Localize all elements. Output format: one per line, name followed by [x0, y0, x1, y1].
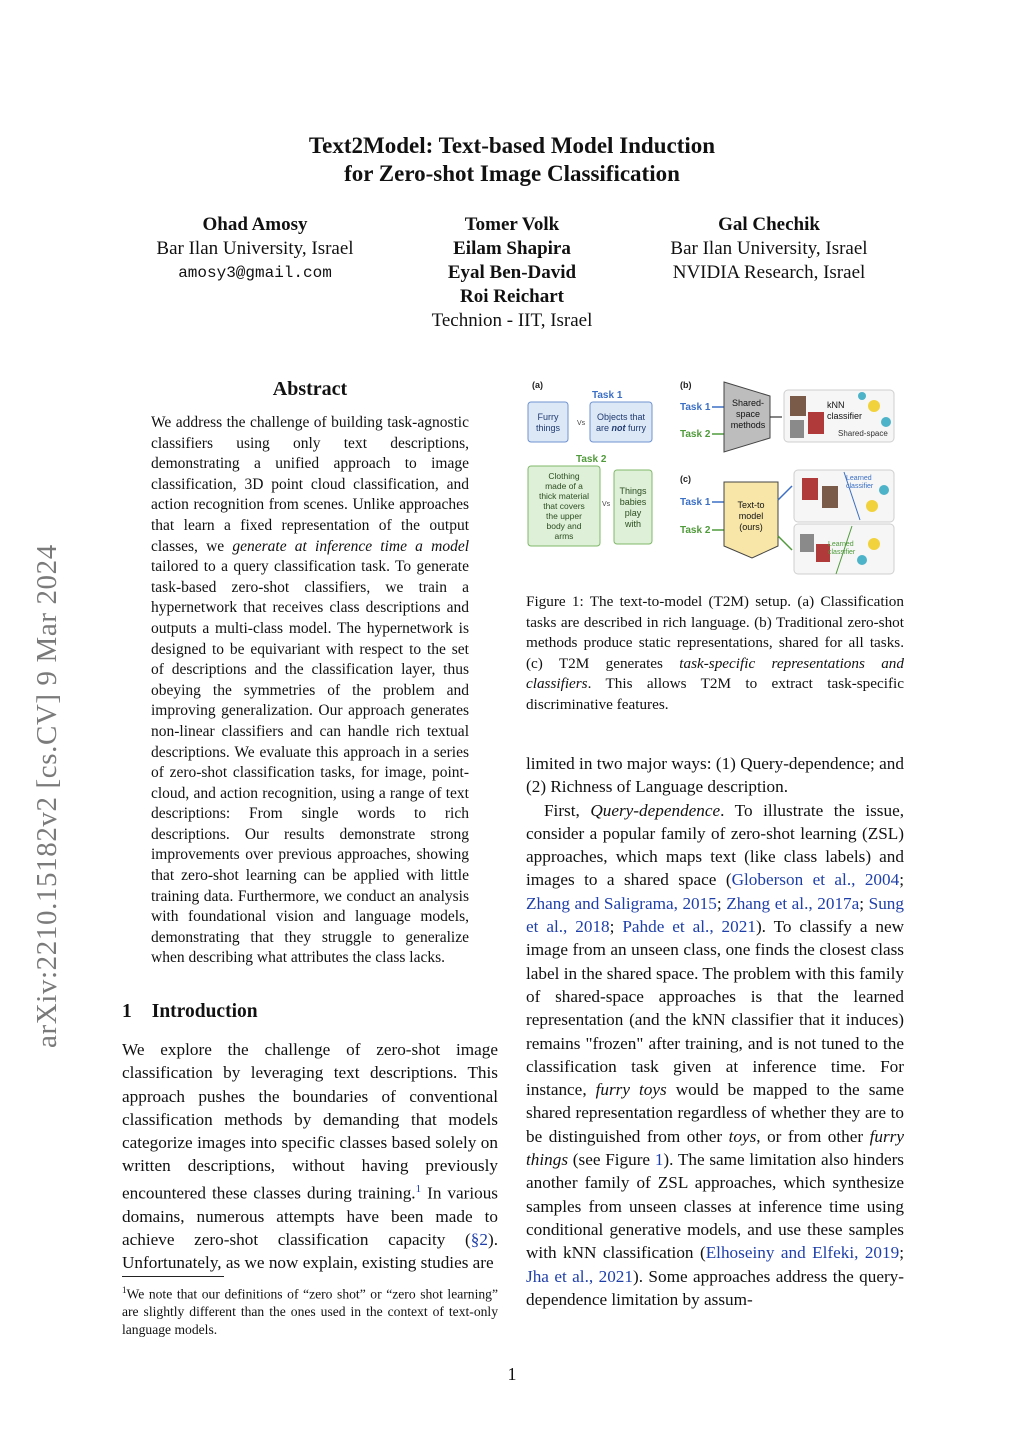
citation-link[interactable]: Pahde et al., 2021 [622, 917, 756, 937]
panel-a-task1-label: Task 1 [592, 390, 623, 401]
section-ref-link[interactable]: §2 [470, 1230, 488, 1250]
panel-c-learned-label: Learned [846, 475, 872, 482]
citation-link[interactable]: Globerson et al., 2004 [731, 870, 900, 890]
footnote [122, 1282, 498, 1338]
author-name: Ohad Amosy [202, 214, 308, 235]
citation-link[interactable]: Sung et al., 2018 [526, 893, 904, 937]
panel-b-shared-space-label: Shared-space [838, 429, 888, 438]
panel-b-model-line: methods [730, 420, 766, 430]
author-block-left [130, 213, 380, 285]
panel-c-toy-image [866, 500, 878, 512]
author-affiliation: Bar Ilan University, Israel [670, 238, 868, 259]
section-title: Introduction [151, 1001, 258, 1022]
panel-c-jacket-image [800, 534, 814, 552]
panel-c-model-line: Text-to [737, 500, 765, 510]
panel-a-box-clothing-line: arms [554, 531, 574, 541]
abstract-emphasis: generate at inference time a model [232, 537, 469, 555]
panel-a-box-clothing-line: made of a [545, 481, 583, 491]
paper-title [0, 132, 1024, 188]
panel-c-model-line: model [738, 511, 764, 521]
panel-a-box-furry [528, 402, 568, 442]
right-column-paragraph: First, Query-dependence. To illustrate the issue, consider a popular family of zero-shot learning (ZSL) approaches, which maps text (like class labels) and images to a shared space (Globerson et al., 2004; Zhang and Saligrama, 2015; Zhang et al., 2017a; Sung et al., 2018; Pahde et al., 2021). To classify a new image from an unseen class, one finds the closest class label in the shared space. The problem with this family of shared-space approaches is that the learned representation (and the kNN classifier that it induces) remains "frozen" after training, and is not tuned to the classification task given at inference time. For instance, furry toys would be mapped to the same shared representation regardless of whether they are to be distinguished from other toys, or from other furry things (see Figure 1). The same limitation also hinders another family of ZSL approaches, which synthesize samples from unseen classes at inference time using conditional generative models, and use these samples with kNN classification (Elhoseiny and Elfeki, 2019; Jha et al., 2021). Some approaches address the query-dependence limitation by assum- [526, 800, 905, 1309]
page-number: 1 [507, 1364, 517, 1384]
author-name: Eyal Ben-David [447, 262, 577, 283]
citation-link[interactable]: Zhang et al., 2017a [726, 893, 860, 913]
author-block-middle [387, 213, 637, 333]
section-heading-introduction [122, 1001, 258, 1023]
intro-text: ). Unfortunately, as we now explain, existing studies are [122, 1230, 498, 1273]
panel-c-output-arrow-1 [778, 486, 792, 500]
panel-b-task1-label: Task 1 [680, 402, 711, 413]
caption-text: . This allows T2M to extract task-specific discriminative features. [526, 675, 904, 713]
panel-a-box-clothing-line: that covers [543, 501, 585, 511]
panel-b-jacket-image [808, 412, 824, 434]
footnote-number: 1 [122, 1285, 127, 1295]
panel-a-box-not-furry [590, 402, 652, 442]
panel-b-toy-image [881, 417, 891, 427]
intro-text: In various domains, numerous attempts have been made to achieve zero-shot classification capacity ( [122, 1183, 498, 1250]
panel-b-toy-image [868, 400, 880, 412]
panel-c-output-arrow-2 [778, 536, 792, 550]
section-number: 1 [122, 1001, 132, 1022]
title-line-2: for Zero-shot Image Classification [344, 161, 680, 186]
panel-a-box-furry-line: things [535, 423, 561, 433]
panel-a-box-clothing-line: the upper [546, 511, 582, 521]
footnote-rule [122, 1276, 224, 1277]
panel-c-task2-label: Task 2 [680, 525, 711, 536]
intro-text: We explore the challenge of zero-shot image classification by leveraging text descriptions. This approach pushes the boundaries of conventional classification methods by demanding that models categorize images into specific classes based solely on written descriptions, without having previously encountered these classes during training. [122, 1040, 498, 1203]
panel-a-label: (a) [532, 380, 543, 390]
author-name: Tomer Volk [464, 214, 560, 235]
panel-a-box-toys [614, 470, 652, 544]
panel-a-box-toys-line: play [624, 508, 642, 518]
panel-c-toy-image [868, 538, 880, 550]
panel-b-toy-image [858, 392, 866, 400]
panel-c-learned-label: classifier [846, 483, 874, 490]
author-affiliation: NVIDIA Research, Israel [672, 262, 866, 283]
figure-1-caption [526, 592, 904, 716]
panel-a-box-toys-line: with [624, 519, 642, 529]
panel-a-vs-1: Vs [577, 420, 586, 427]
panel-c-toy-image [857, 555, 867, 565]
panel-a-task2-label: Task 2 [576, 454, 607, 465]
panel-c-jacket-image [822, 486, 838, 508]
panel-a-box-toys-line: babies [619, 497, 647, 507]
panel-c-jacket-image [802, 478, 818, 500]
panel-b-jacket-image [790, 396, 806, 416]
panel-a-box-furry-line: Furry [537, 412, 559, 422]
title-line-1: Text2Model: Text-based Model Induction [308, 133, 716, 158]
author-block-right [644, 213, 894, 285]
panel-c-label: (c) [680, 474, 691, 484]
panel-a-vs-2: Vs [602, 501, 611, 508]
panel-a-box-toys-line: Things [619, 486, 647, 496]
citation-link[interactable]: Zhang and Saligrama, 2015 [526, 893, 717, 913]
author-email[interactable]: amosy3@gmail.com [178, 264, 332, 282]
caption-text: Figure 1: The text-to-model (T2M) setup. (a) Classification tasks are described in rich language. (b) Traditional zero-shot methods produce static representations, shared for all tasks. (c) T2M generates [526, 593, 904, 672]
author-name: Eilam Shapira [453, 238, 571, 259]
panel-b-knn-line: classifier [827, 411, 863, 421]
panel-a-box-not-furry-line: Objects that [596, 412, 646, 422]
abstract-body [151, 413, 469, 969]
caption-emphasis: task-specific representations and classifiers [526, 654, 904, 693]
author-name: Roi Reichart [460, 286, 564, 307]
panel-c-task1-label: Task 1 [680, 497, 711, 508]
panel-c-toy-image [879, 485, 889, 495]
author-affiliation: Technion - IIT, Israel [431, 310, 593, 331]
panel-a-box-clothing-line: body and [546, 521, 582, 531]
panel-b-model-line: space [735, 409, 761, 419]
intro-paragraph [122, 1038, 498, 1275]
author-affiliation: Bar Ilan University, Israel [156, 238, 354, 259]
footnote-mark[interactable]: 1 [415, 1182, 422, 1195]
panel-a-box-clothing-line: Clothing [548, 471, 580, 481]
figure-ref-link[interactable]: 1 [654, 1150, 664, 1170]
right-column-paragraph: limited in two major ways: (1) Query-dependence; and (2) Richness of Language description. [526, 754, 904, 797]
citation-link[interactable]: Elhoseiny and Elfeki, 2019 [705, 1243, 900, 1263]
panel-a-box-clothing-line: thick material [538, 491, 590, 501]
panel-b-task2-label: Task 2 [680, 429, 711, 440]
panel-c-learned-label: classifier [828, 549, 856, 556]
abstract-heading: Abstract [272, 378, 348, 400]
panel-c-model-line: (ours) [739, 522, 763, 532]
author-name: Gal Chechik [718, 214, 820, 235]
abstract-text: tailored to a query classification task. To generate task-based zero-shot classifiers, we train a hypernetwork that receives class descriptions and outputs a multi-class model. The hypernetwork is designed to be equivariant with respect to the set of descriptions and the classification layer, thus obeying the symmetries of the problem and improving generalization. Our approach generates non-linear classifiers and can handle rich textual descriptions. We evaluate this approach in a series of zero-shot classification tasks, for image, point-cloud, and action recognition, using a range of text descriptions: From single words to rich descriptions. Our results demonstrate strong improvements over previous approaches, showing that zero-shot learning can be applied with little training data. Furthermore, we conduct an analysis with foundational vision and language models, demonstrating that they struggle to generalize when describing what attributes the class lacks. [151, 558, 469, 967]
panel-c-learned-label: Learned [828, 541, 854, 548]
right-column-body [526, 752, 904, 1311]
figure-1 [524, 378, 904, 578]
citation-link[interactable]: Jha et al., 2021 [526, 1266, 633, 1286]
abstract-text: We address the challenge of building task-agnostic classifiers using only text descriptions, demonstrating a unified approach to image classification, 3D point cloud classification, and action recognition from scenes. Unlike approaches that learn a fixed representation of the output classes, we [151, 414, 469, 555]
panel-b-jacket-image [790, 420, 804, 438]
footnote-text: We note that our definitions of “zero shot” or “zero shot learning” are slightly different than the ones used in the context of text-only language models. [122, 1286, 498, 1337]
panel-b-label: (b) [680, 380, 692, 390]
arxiv-stamp: arXiv:2210.15182v2 [cs.CV] 9 Mar 2024 [31, 544, 63, 1048]
panel-b-knn-line: kNN [827, 400, 845, 410]
panel-a-box-not-furry-line: are not furry [595, 423, 647, 433]
panel-b-model-line: Shared- [731, 398, 765, 408]
